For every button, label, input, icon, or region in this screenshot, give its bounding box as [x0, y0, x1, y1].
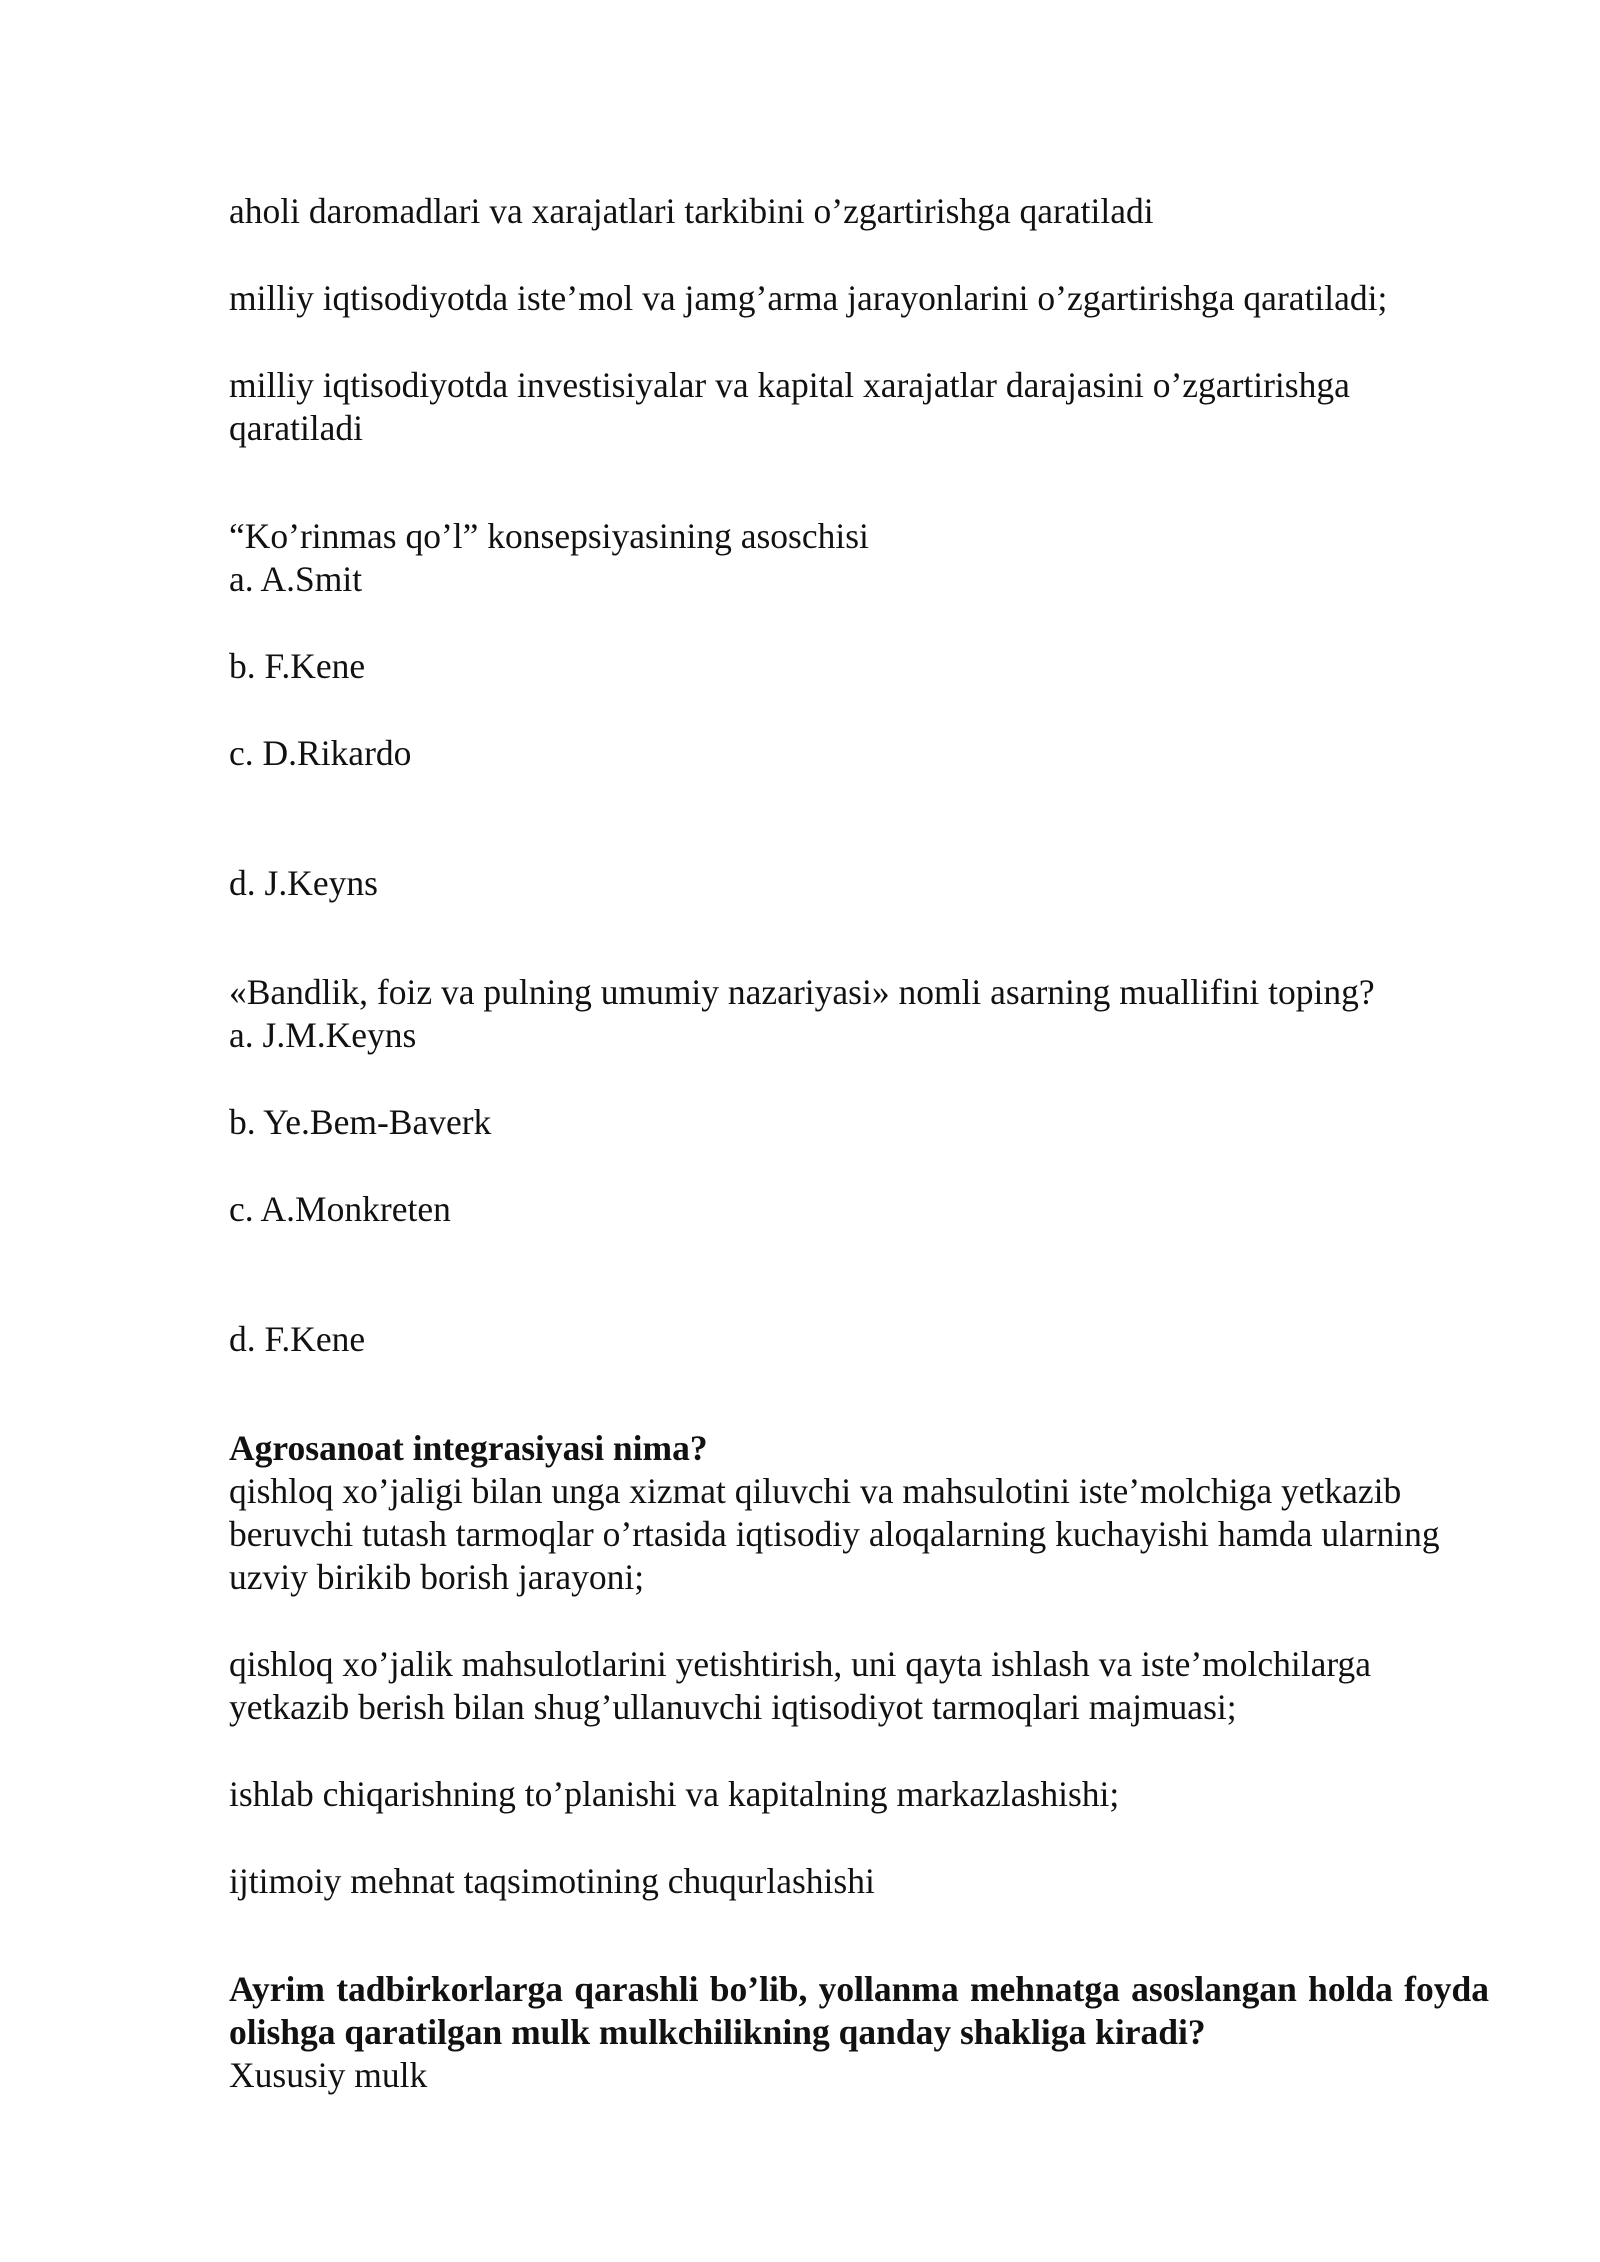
option-text: qishloq xo’jaligi bilan unga xizmat qiluvchi va mahsulotini iste’molchiga yetkazib beruvchi tutash tarmoqlar o’rtasida iqtisodiy aloqalarning kuchayishi hamda ularning uzviy birikib borish jarayoni; [229, 1471, 1440, 1597]
document-page [229, 190, 1489, 2097]
option-a: a. A.Smit [229, 559, 363, 599]
option-text: milliy iqtisodiyotda iste’mol va jamg’arma jarayonlarini o’zgartirishga qaratiladi; [229, 278, 1388, 318]
option-text: milliy iqtisodiyotda investisiyalar va kapital xarajatlar darajasini o’zgartirishga qaratiladi [229, 365, 1350, 448]
option-text: aholi daromadlari va xarajatlari tarkibini o’zgartirishga qaratiladi [229, 191, 1154, 231]
option-b: b. F.Kene [229, 646, 366, 686]
option-d: d. J.Keyns [229, 863, 378, 903]
option-text: qishloq xo’jalik mahsulotlarini yetishtirish, uni qayta ishlash va iste’molchilarga yetkazib berish bilan shug’ullanuvchi iqtisodiyot tarmoqlari majmuasi; [229, 1644, 1372, 1727]
option-a: a. J.M.Keyns [229, 1015, 417, 1055]
option-d: d. F.Kene [229, 1319, 366, 1359]
question-text: «Bandlik, foiz va pulning umumiy nazariyasi» nomli asarning muallifini toping? [229, 972, 1375, 1012]
option-c: c. D.Rikardo [229, 733, 412, 773]
question-text: Agrosanoat integrasiyasi nima? [229, 1428, 708, 1468]
option-c: c. A.Monkreten [229, 1189, 451, 1229]
answer-text: Xususiy mulk [229, 2055, 428, 2095]
option-text: ishlab chiqarishning to’planishi va kapitalning markazlashishi; [229, 1774, 1120, 1814]
question-text: “Ko’rinmas qo’l” konsepsiyasining asoschisi [229, 516, 869, 556]
option-text: ijtimoiy mehnat taqsimotining chuqurlashishi [229, 1861, 875, 1901]
option-b: b. Ye.Bem-Baverk [229, 1102, 492, 1142]
question-text: Ayrim tadbirkorlarga qarashli bo’lib, yollanma mehnatga asoslangan holda foyda olishga qaratilgan mulk mulkchilikning qanday shakliga kiradi? [229, 1969, 1489, 2052]
